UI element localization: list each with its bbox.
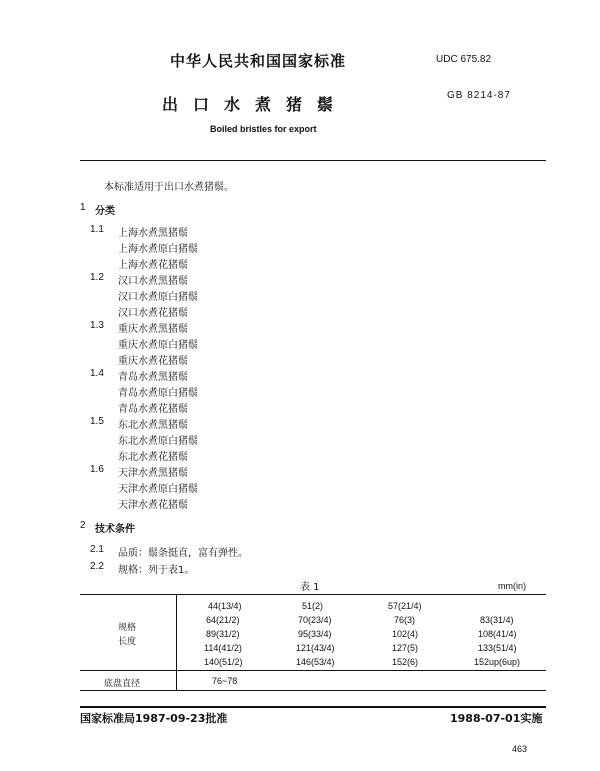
effective-date: 1988-07-01实施: [450, 712, 543, 725]
list-item: 重庆水煮花猪鬃: [118, 356, 188, 367]
table-caption: 表 1: [300, 582, 320, 593]
list-item: 上海水煮花猪鬃: [118, 260, 188, 271]
table-column-divider: [176, 594, 177, 690]
list-item: 汉口水煮原白猪鬃: [118, 292, 198, 303]
list-item: 重庆水煮原白猪鬃: [118, 340, 198, 351]
udc-code: UDC 675.82: [436, 54, 492, 65]
group-number: 1.3: [90, 320, 104, 331]
list-item: 东北水煮黑猪鬃: [118, 420, 188, 431]
clause-number: 2.2: [90, 561, 104, 572]
base-label: 底盘直径: [104, 678, 141, 688]
table-cell: 44(13/4): [208, 601, 242, 611]
table-cell: 133(51/4): [478, 643, 517, 653]
table-bottom-rule: [80, 690, 546, 691]
clause-number: 2.1: [90, 544, 104, 555]
list-item: 青岛水煮花猪鬃: [118, 404, 188, 415]
list-item: 上海水煮黑猪鬃: [118, 228, 188, 239]
section1-title: 分类: [95, 206, 115, 217]
approval-date: 国家标准局1987-09-23批准: [80, 712, 228, 725]
list-item: 青岛水煮原白猪鬃: [118, 388, 198, 399]
list-item: 汉口水煮花猪鬃: [118, 308, 188, 319]
list-item: 天津水煮花猪鬃: [118, 500, 188, 511]
table-cell: 83(31/4): [480, 615, 514, 625]
table-cell: 127(5): [392, 643, 419, 653]
section2-title: 技术条件: [95, 524, 135, 535]
group-number: 1.2: [90, 272, 104, 283]
table-cell: 76(3): [394, 615, 416, 625]
base-value: 76~78: [212, 676, 238, 686]
list-item: 汉口水煮黑猪鬃: [118, 276, 188, 287]
main-title: 出口水煮猪鬃: [162, 95, 349, 114]
group-number: 1.5: [90, 416, 104, 427]
footer-rule: [80, 706, 546, 708]
list-item: 天津水煮原白猪鬃: [118, 484, 198, 495]
row-label: 长度: [118, 636, 137, 646]
group-number: 1.6: [90, 464, 104, 475]
table-mid-rule: [80, 670, 546, 671]
table-cell: 140(51/2): [204, 657, 243, 667]
table-cell: 108(41/4): [478, 629, 517, 639]
table-cell: 152up(6up): [474, 657, 521, 667]
section1-number: 1: [80, 202, 86, 213]
clause-text: 规格：列于表1。: [118, 565, 195, 576]
list-item: 上海水煮原白猪鬃: [118, 244, 198, 255]
table-cell: 121(43/4): [296, 643, 335, 653]
table-top-rule: [80, 594, 546, 595]
table-cell: 114(41/2): [204, 643, 242, 653]
standard-title: 中华人民共和国国家标准: [170, 52, 347, 70]
table-cell: 51(2): [302, 601, 324, 611]
header-rule: [80, 160, 546, 161]
table-cell: 152(6): [392, 657, 419, 667]
table-unit: mm(in): [498, 581, 526, 591]
group-number: 1.1: [90, 224, 104, 235]
gb-code: GB 8214-87: [447, 90, 511, 101]
list-item: 东北水煮花猪鬃: [118, 452, 188, 463]
section2-number: 2: [80, 520, 86, 531]
table-cell: 95(33/4): [298, 629, 332, 639]
table-cell: 146(53/4): [296, 657, 335, 667]
list-item: 重庆水煮黑猪鬃: [118, 324, 188, 335]
table-cell: 70(23/4): [298, 615, 332, 625]
row-label: 规格: [118, 622, 137, 632]
list-item: 天津水煮黑猪鬃: [118, 468, 188, 479]
group-number: 1.4: [90, 368, 104, 379]
list-item: 东北水煮原白猪鬃: [118, 436, 198, 447]
table-cell: 57(21/4): [388, 601, 422, 611]
english-title: Boiled bristles for export: [210, 124, 317, 134]
list-item: 青岛水煮黑猪鬃: [118, 372, 188, 383]
page-number: 463: [512, 744, 528, 754]
table-cell: 64(21/2): [206, 615, 240, 625]
intro-text: 本标准适用于出口水煮猪鬃。: [104, 182, 234, 193]
table-cell: 89(31/2): [206, 629, 240, 639]
table-cell: 102(4): [392, 629, 419, 639]
clause-text: 品质：鬃条挺直，富有弹性。: [118, 548, 248, 559]
